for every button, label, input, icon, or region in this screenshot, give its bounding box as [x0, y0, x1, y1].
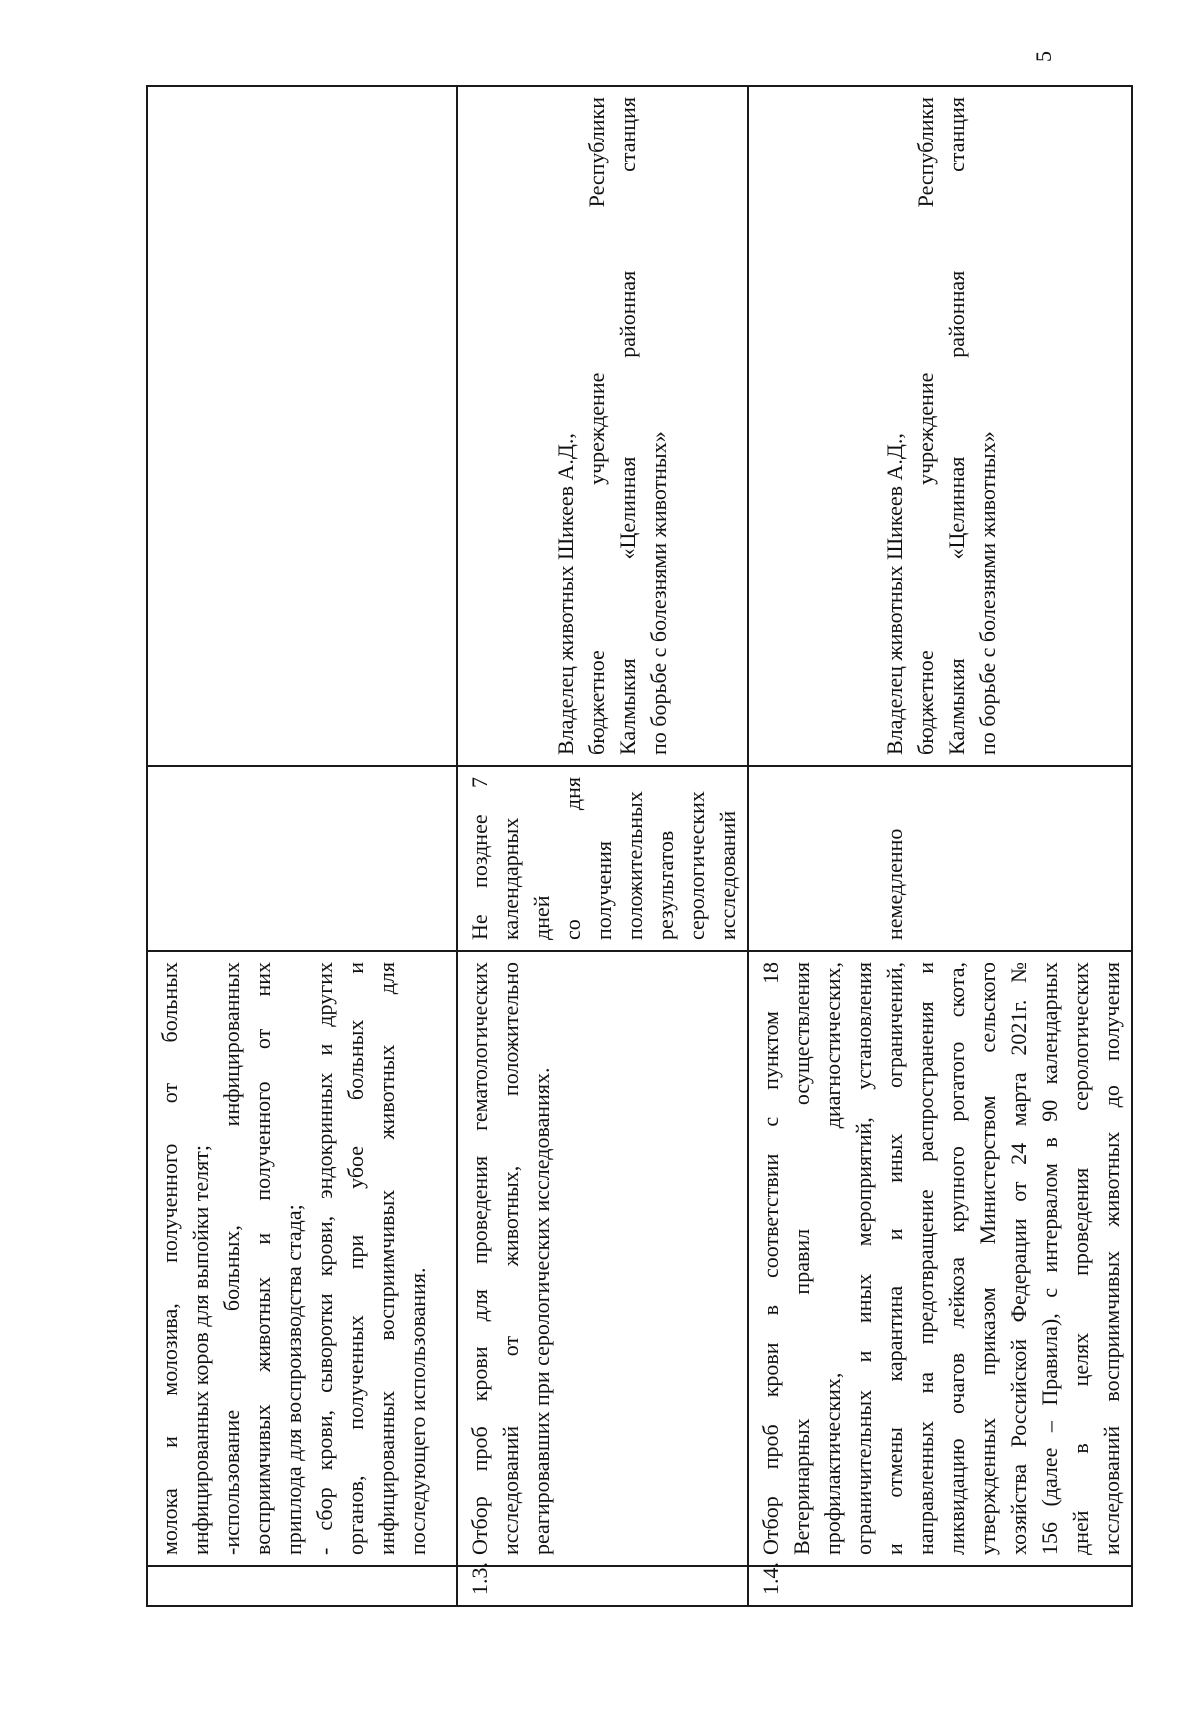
responsible-cell: Владелец животных Шикеев А.Д., бюджетное учреждение Республики Калмыкия «Целинная районная станция по борьбе с болезнями животных»	[457, 86, 748, 766]
table-row	[457, 86, 748, 1606]
table-row	[147, 86, 457, 1606]
measures-table	[146, 85, 1133, 1607]
row-number-cell: 1.3.	[457, 1566, 748, 1606]
action-cell: Отбор проб крови в соответствии с пунктом 18 Ветеринарных правил осуществления профилактических, диагностических, ограничительных и иных мероприятий, установления и отмены карантина и иных ограничений, направленных на предотвращение распространения и ликвидацию очагов лейкоза крупного рогатого скота, утвержденных приказом Министерством сельского хозяйства Российской Федерации от 24 марта 2021г. № 156 (далее – Правила), с интервалом в 90 календарных дней в целях проведения серологических исследований восприимчивых животных до получения	[748, 951, 1132, 1566]
term-cell: Не позднее 7 календарных дней со дня получения положительных результатов серологических исследований	[457, 766, 748, 951]
action-cell: молока и молозива, полученного от больных инфицированных коров для выпойки телят; -использование больных, инфицированных восприимчивых животных и полученного от них приплода для воспроизводства стада; - сбор крови, сыворотки крови, эндокринных и других органов, полученных при убое больных и инфицированных восприимчивых животных для последующего использования.	[147, 951, 457, 1566]
row-number-cell: 1.4.	[748, 1566, 1132, 1606]
table-row	[748, 86, 1132, 1606]
rotated-page	[146, 51, 1124, 1607]
responsible-cell	[147, 86, 457, 766]
action-cell: Отбор проб крови для проведения гематологических исследований от животных, положительно реагировавших при серологических исследованиях.	[457, 951, 748, 1566]
row-number-cell	[147, 1566, 457, 1606]
term-cell	[147, 766, 457, 951]
responsible-cell: Владелец животных Шикеев А.Д., бюджетное учреждение Республики Калмыкия «Целинная районная станция по борьбе с болезнями животных»	[748, 86, 1132, 766]
term-cell: немедленно	[748, 766, 1132, 951]
page-number: 5	[1031, 51, 1056, 62]
